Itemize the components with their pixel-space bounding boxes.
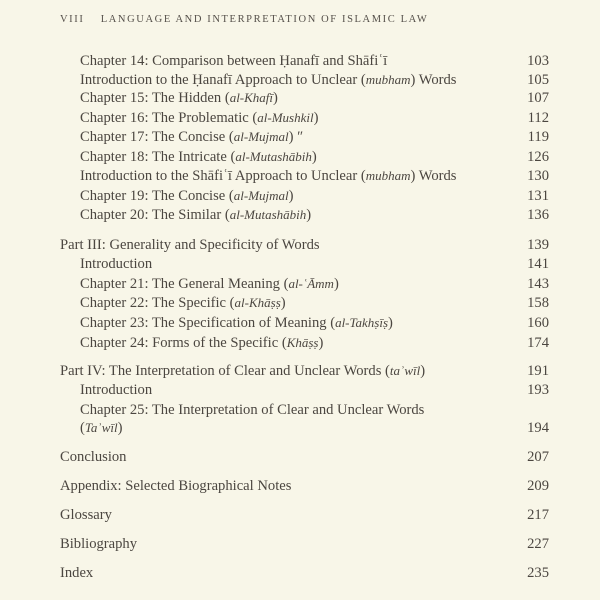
toc-chapter-entry [0, 400, 600, 420]
entry-page-number: 191 [527, 363, 549, 379]
entry-title-italic: al-Mujmal [233, 129, 289, 144]
entry-title [80, 147, 317, 167]
entry-page-number: 235 [527, 565, 549, 581]
entry-title-suffix: ) [273, 90, 278, 106]
entry-title-suffix: ) Words [410, 72, 457, 88]
entry-page-number: 143 [527, 276, 549, 292]
toc-chapter-entry [0, 418, 600, 438]
entry-title-text: Introduction [80, 382, 153, 398]
running-header [60, 14, 428, 25]
entry-title-italic: mubham [365, 72, 411, 87]
entry-title [80, 313, 393, 333]
entry-title [80, 70, 456, 90]
entry-title-text: Chapter 17: The Concise ( [80, 129, 234, 145]
toc-section-entry [0, 476, 600, 496]
entry-title [80, 166, 456, 186]
entry-title-text: Chapter 21: The General Meaning ( [80, 276, 289, 292]
entry-page-number: 126 [527, 149, 549, 165]
entry-title [80, 400, 424, 420]
toc-chapter-entry [0, 88, 600, 108]
entry-title-italic: al-Khāṣṣ [234, 295, 281, 310]
entry-title-text: Chapter 19: The Concise ( [80, 188, 234, 204]
entry-title [60, 534, 137, 554]
entry-title-text: Introduction [80, 256, 153, 272]
entry-title [60, 447, 126, 467]
entry-title [80, 88, 278, 108]
entry-title [60, 505, 112, 525]
entry-page-number: 131 [527, 188, 549, 204]
entry-page-number: 207 [527, 449, 549, 465]
entry-page-number: 174 [527, 335, 549, 351]
toc-chapter-entry [0, 186, 600, 206]
toc-chapter-entry [0, 108, 600, 128]
toc-chapter-entry [0, 313, 600, 333]
entry-title-text: ( [80, 420, 85, 436]
toc-section-entry [0, 534, 600, 554]
entry-title-text: Appendix: Selected Biographical Notes [60, 478, 292, 494]
toc-chapter-entry [0, 205, 600, 225]
entry-title-suffix: ) [288, 188, 294, 204]
entry-page-number: 139 [527, 237, 549, 253]
entry-title-text: Index [60, 565, 94, 581]
entry-title [60, 563, 93, 583]
entry-title [80, 127, 302, 147]
toc-section-entry [0, 447, 600, 467]
entry-title-text: Chapter 14: Comparison between Ḥanafī and Shāfiʿī [80, 53, 388, 69]
entry-title-text: Part IV: The Interpretation of Clear and Unclear Words ( [60, 363, 390, 379]
entry-title-text: Chapter 20: The Similar ( [80, 207, 230, 223]
entry-page-number: 158 [527, 295, 549, 311]
toc-chapter-entry [0, 254, 600, 274]
toc-chapter-entry [0, 127, 600, 147]
entry-title-italic: Taʾwīl [84, 420, 118, 435]
entry-title [80, 333, 323, 353]
entry-title-italic: al-Takhṣīṣ [335, 315, 389, 330]
entry-page-number: 105 [527, 72, 549, 88]
entry-title-text: Glossary [60, 507, 112, 523]
entry-page-number: 136 [527, 207, 549, 223]
entry-title [60, 476, 291, 496]
entry-page-number: 160 [527, 315, 549, 331]
entry-title-suffix: ) [313, 110, 319, 126]
entry-page-number: 194 [527, 420, 549, 436]
entry-title [80, 51, 387, 71]
entry-title [80, 274, 339, 294]
entry-title [80, 108, 318, 128]
entry-page-number: 130 [527, 168, 549, 184]
entry-title-text: Chapter 25: The Interpretation of Clear and Unclear Words [80, 402, 425, 418]
toc-chapter-entry [0, 333, 600, 353]
entry-title-text: Chapter 22: The Specific ( [80, 295, 235, 311]
entry-title [60, 361, 425, 381]
entry-title-italic: mubham [365, 168, 411, 183]
entry-title [80, 205, 311, 225]
entry-title-suffix: ) [280, 295, 286, 311]
entry-page-number: 141 [527, 256, 549, 272]
entry-title-italic: al-Mushkil [257, 110, 314, 125]
toc-chapter-entry [0, 166, 600, 186]
entry-title-suffix: ) [318, 335, 324, 351]
toc-chapter-entry [0, 380, 600, 400]
entry-title-suffix: ) [420, 363, 426, 379]
entry-title-text: Chapter 24: Forms of the Specific ( [80, 335, 287, 351]
entry-title-italic: taʾwīl [389, 363, 421, 378]
entry-page-number: 119 [527, 129, 549, 145]
entry-title [80, 293, 286, 313]
entry-title-text: Bibliography [60, 536, 138, 552]
entry-title-italic: al-ʿĀmm [288, 276, 334, 291]
entry-page-number: 209 [527, 478, 549, 494]
toc-chapter-entry [0, 70, 600, 90]
toc-chapter-entry [0, 51, 600, 71]
entry-title [60, 235, 320, 255]
entry-title-italic: Khāṣṣ [286, 335, 319, 350]
toc-part-entry [0, 361, 600, 381]
entry-title-italic: al-Mutashābih [235, 149, 312, 164]
toc-chapter-entry [0, 147, 600, 167]
entry-page-number: 227 [527, 536, 549, 552]
entry-title-suffix: ) ʺ [288, 129, 303, 145]
header-title: LANGUAGE AND INTERPRETATION OF ISLAMIC LAW [100, 14, 429, 25]
entry-page-number: 112 [527, 110, 549, 126]
entry-page-number: 193 [527, 382, 549, 398]
entry-title-text: Conclusion [60, 449, 127, 465]
entry-title-suffix: ) [333, 276, 339, 292]
entry-title-italic: al-Khafī [229, 90, 274, 105]
entry-title-suffix: ) [388, 315, 393, 331]
toc-part-entry [0, 235, 600, 255]
entry-title-suffix: ) [117, 420, 123, 436]
entry-title-text: Chapter 15: The Hidden ( [80, 90, 230, 106]
entry-title-text: Chapter 18: The Intricate ( [80, 149, 236, 165]
entry-title-suffix: ) [306, 207, 312, 223]
entry-title-text: Chapter 16: The Problematic ( [80, 110, 258, 126]
entry-title-text: Introduction to the Shāfiʿī Approach to Unclear ( [80, 168, 366, 184]
entry-title-text: Introduction to the Ḥanafī Approach to Unclear ( [80, 72, 366, 88]
toc-chapter-entry [0, 274, 600, 294]
entry-page-number: 103 [527, 53, 549, 69]
entry-page-number: 107 [527, 90, 549, 106]
entry-title-suffix: ) Words [410, 168, 457, 184]
entry-title-text: Chapter 23: The Specification of Meaning ( [80, 315, 336, 331]
entry-title-italic: al-Mutashābih [229, 207, 307, 222]
entry-title-suffix: ) [311, 149, 317, 165]
entry-title-text: Part III: Generality and Specificity of Words [60, 237, 320, 253]
entry-title [80, 254, 152, 274]
toc-section-entry [0, 563, 600, 583]
entry-page-number: 217 [527, 507, 549, 523]
toc-section-entry [0, 505, 600, 525]
entry-title [80, 186, 294, 206]
toc-chapter-entry [0, 293, 600, 313]
entry-title-italic: al-Mujmal [233, 188, 289, 203]
entry-title [80, 418, 123, 438]
header-page-number: VIII [60, 14, 85, 25]
entry-title [80, 380, 152, 400]
